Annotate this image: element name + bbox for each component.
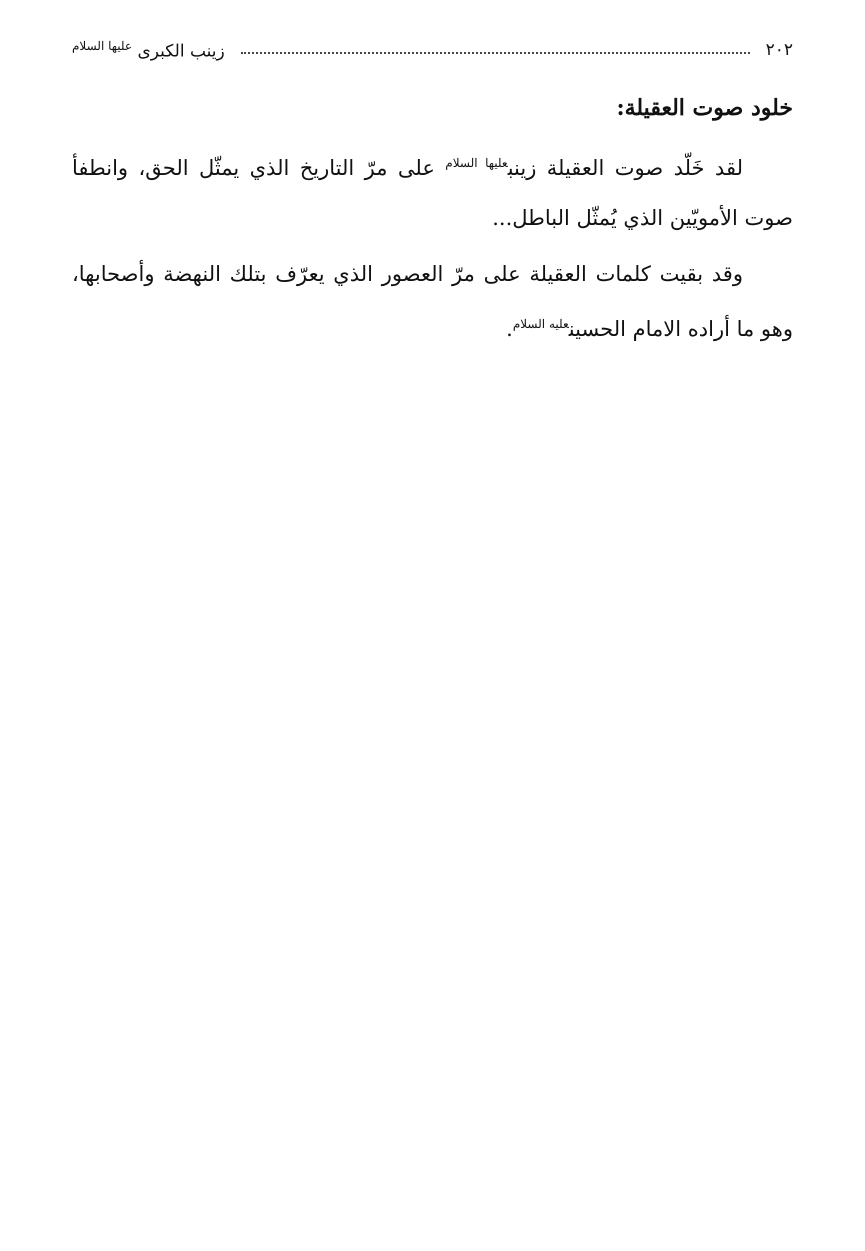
page-content	[72, 88, 793, 360]
paragraph-text: على مرّ التاريخ الذي يمثّل الحق، وانطفأ صوت الأمويّين الذي يُمثّل الباطل...	[72, 156, 793, 230]
running-title	[72, 39, 227, 62]
running-header	[72, 34, 793, 66]
dotted-leader	[241, 52, 750, 54]
paragraph	[72, 249, 793, 354]
paragraph-text: وقد بقيت كلمات العقيلة على مرّ العصور الذي يعرّف بتلك النهضة وأصحابها، وهو ما أراده الامام الحسين	[72, 262, 793, 341]
running-title-text: زينب الكبرى	[137, 41, 225, 62]
paragraph-text: لقد خَلّد صوت العقيلة زينب	[507, 156, 743, 180]
paragraph	[72, 138, 793, 243]
honorific-ligature: عليها السلام	[445, 156, 508, 170]
honorific-ligature: عليه السلام	[512, 317, 569, 331]
section-heading: خلود صوت العقيلة:	[616, 95, 793, 121]
honorific-ligature: عليها السلام	[72, 38, 133, 53]
page-number: ٢٠٢	[765, 40, 793, 60]
paragraph-text: .	[506, 317, 513, 341]
